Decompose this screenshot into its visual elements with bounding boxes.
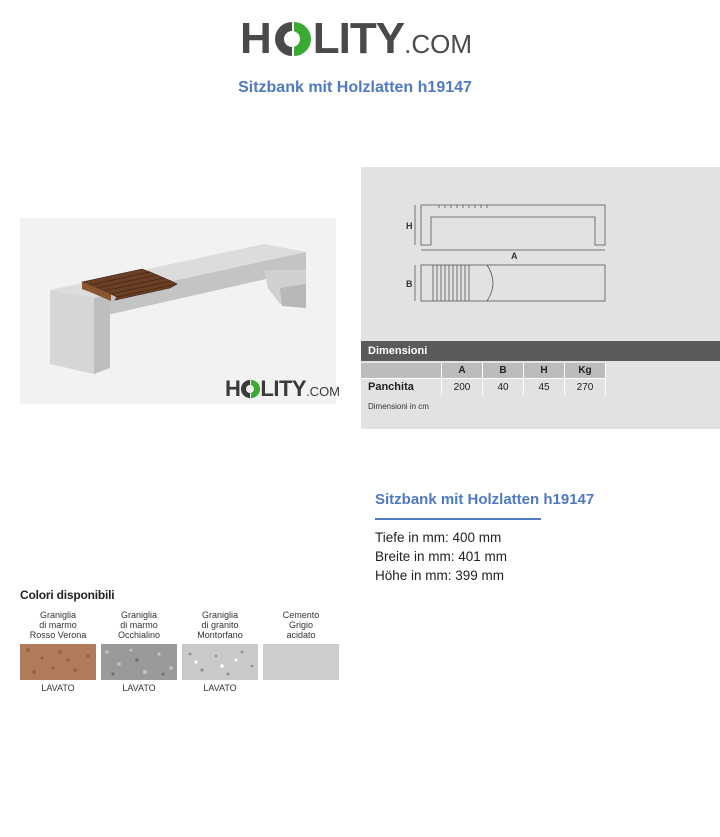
swatch-finish: LAVATO <box>41 683 75 693</box>
col-h: H <box>524 363 565 379</box>
col-a: A <box>442 363 483 379</box>
cell-b: 40 <box>483 379 524 396</box>
swatch-occhialino[interactable] <box>101 610 177 693</box>
label-b: B <box>406 279 413 289</box>
swatch-rosso-verona[interactable] <box>20 610 96 693</box>
logo-domain: .COM <box>404 29 472 59</box>
dimensions-note: Dimensioni in cm <box>368 402 429 411</box>
swatch-finish: LAVATO <box>203 683 237 693</box>
photo-watermark <box>225 376 340 402</box>
spec-width: Breite in mm: 401 mm <box>375 549 508 564</box>
swatch-name: Graniglia di marmo Occhialino <box>117 610 161 640</box>
cell-kg: 270 <box>565 379 606 396</box>
swatch-chip <box>182 644 258 680</box>
cell-h: 45 <box>524 379 565 396</box>
row-name: Panchita <box>361 379 442 396</box>
product-title: Sitzbank mit Holzlatten h19147 <box>375 491 595 508</box>
title-underline <box>375 518 541 520</box>
color-swatches <box>20 610 340 700</box>
swatch-chip <box>263 644 339 680</box>
swatch-chip <box>101 644 177 680</box>
swatch-name: Cemento Grigio acidato <box>282 610 320 640</box>
dimensions-table <box>361 363 606 395</box>
dimension-drawing <box>403 197 623 309</box>
swatch-montorfano[interactable] <box>182 610 258 693</box>
label-a: A <box>511 251 518 261</box>
site-logo[interactable] <box>240 14 490 64</box>
colors-title: Colori disponibili <box>20 588 115 602</box>
swatch-cemento-grigio[interactable] <box>263 610 339 683</box>
swatch-name: Graniglia di granito Montorfano <box>197 610 243 640</box>
col-b: B <box>483 363 524 379</box>
watermark-word: LITY <box>260 376 307 401</box>
product-specs <box>375 528 507 585</box>
swatch-chip <box>20 644 96 680</box>
watermark-letter: H <box>225 376 241 401</box>
spec-height: Höhe in mm: 399 mm <box>375 568 505 583</box>
watermark-domain: .COM <box>306 384 341 399</box>
label-h: H <box>406 221 413 231</box>
spec-depth: Tiefe in mm: 400 mm <box>375 530 502 545</box>
cell-a: 200 <box>442 379 483 396</box>
logo-word: LITY <box>312 14 405 63</box>
page-title: Sitzbank mit Holzlatten h19147 <box>238 79 472 96</box>
technical-sheet <box>361 167 720 429</box>
dimensions-header: Dimensioni <box>361 341 720 361</box>
swatch-finish: LAVATO <box>122 683 156 693</box>
logo-letter: H <box>240 14 271 63</box>
watermark-mark-icon <box>240 379 260 399</box>
dimensions-header-row <box>361 363 606 379</box>
swatch-name: Graniglia di marmo Rosso Verona <box>29 610 87 640</box>
col-kg: Kg <box>565 363 606 379</box>
table-corner <box>361 363 442 379</box>
logo-mark-icon <box>272 19 312 59</box>
table-row <box>361 379 606 396</box>
